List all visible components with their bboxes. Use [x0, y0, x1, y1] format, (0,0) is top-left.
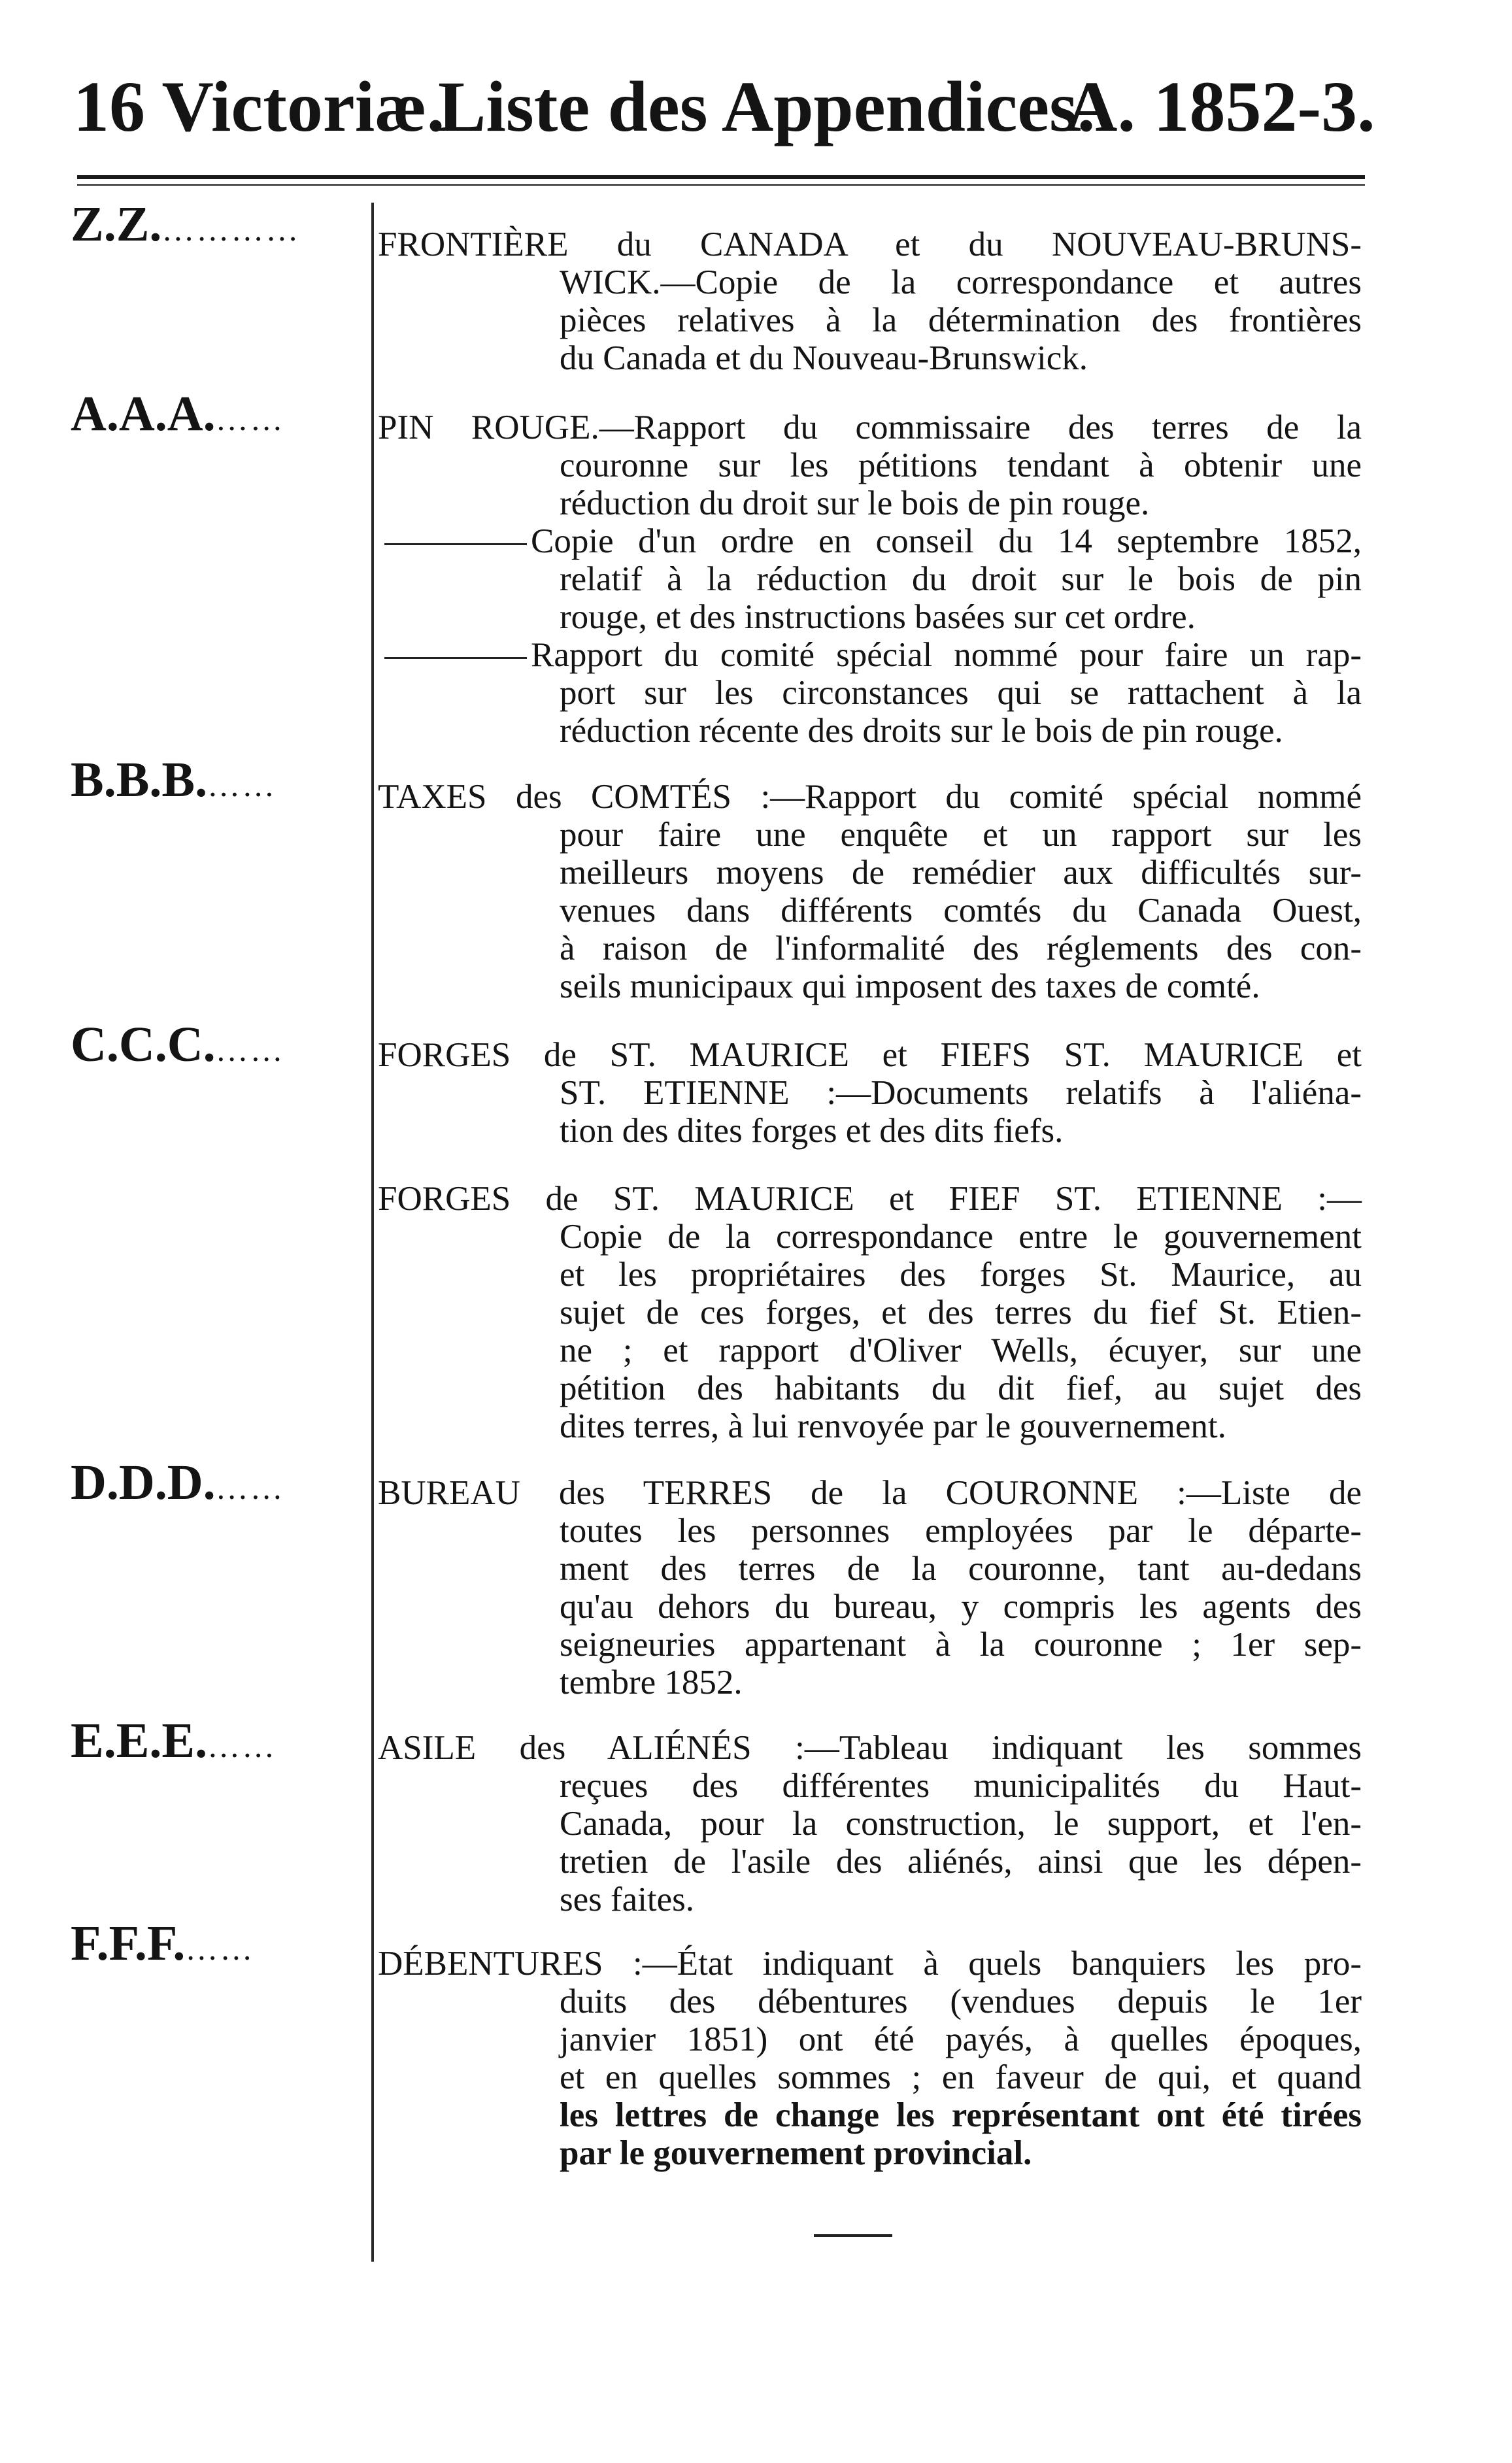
- entry-line: rouge, et des instructions basées sur cet ordre.: [560, 598, 1196, 636]
- entry-subline: Rapport du comité spécial nommé pour faire un rap-: [378, 636, 1362, 674]
- ditto-dash: [384, 543, 527, 545]
- entry-line: ne ; et rapport d'Oliver Wells, écuyer, sur une: [560, 1332, 1362, 1369]
- entry-line: FORGES de ST. MAURICE et FIEFS ST. MAURICE et: [378, 1036, 1362, 1074]
- entry-line: Copie de la correspondance entre le gouvernement: [560, 1218, 1362, 1256]
- entry-line: venues dans différents comtés du Canada Ouest,: [560, 892, 1362, 930]
- entry-line: réduction du droit sur le bois de pin rouge.: [560, 484, 1150, 522]
- entry-line: FRONTIÈRE du CANADA et du NOUVEAU-BRUNS-: [378, 226, 1362, 263]
- appendix-entry-ccc: [378, 1036, 1362, 1150]
- entry-line: meilleurs moyens de remédier aux difficultés sur-: [560, 854, 1362, 892]
- entry-line: tion des dites forges et des dits fiefs.: [560, 1112, 1064, 1150]
- entry-line: FORGES de ST. MAURICE et FIEF ST. ETIENNE :—: [378, 1180, 1362, 1218]
- entry-line: ASILE des ALIÉNÉS :—Tableau indiquant les sommes: [378, 1729, 1362, 1767]
- entry-line: et les propriétaires des forges St. Maurice, au: [560, 1256, 1362, 1294]
- entry-line: DÉBENTURES :—État indiquant à quels banquiers les pro-: [378, 1945, 1362, 1983]
- entry-line: TAXES des COMTÉS :—Rapport du comité spécial nommé: [378, 778, 1362, 816]
- header-session: A. 1852-3.: [1066, 67, 1375, 146]
- entry-line: relatif à la réduction du droit sur le bois de pin: [560, 560, 1362, 598]
- entry-subline: Copie d'un ordre en conseil du 14 septembre 1852,: [378, 522, 1362, 560]
- entry-line: couronne sur les pétitions tendant à obtenir une: [560, 446, 1362, 484]
- entry-line: toutes les personnes employées par le départe-: [560, 1512, 1362, 1550]
- entry-line: reçues des différentes municipalités du Haut-: [560, 1767, 1362, 1805]
- entry-line: ment des terres de la couronne, tant au-dedans: [560, 1550, 1362, 1588]
- appendix-marker-ddd: D.D.D.……: [71, 1455, 285, 1510]
- appendix-marker-zz: Z.Z.…………: [71, 197, 301, 252]
- entry-line: et en quelles sommes ; en faveur de qui, et quand: [560, 2058, 1362, 2096]
- header-rule-thin: [77, 184, 1365, 186]
- header-title: Liste des Appendices.: [438, 67, 1096, 146]
- appendix-marker-aaa: A.A.A.……: [71, 386, 285, 441]
- appendix-entry-zz: [378, 226, 1362, 377]
- appendix-marker-bbb: B.B.B.……: [71, 752, 277, 807]
- appendix-marker-eee: E.E.E.……: [71, 1713, 277, 1768]
- header-regnal-year: 16 Victoriæ.: [73, 67, 445, 146]
- entry-line: seils municipaux qui imposent des taxes de comté.: [560, 967, 1260, 1005]
- appendix-entry-bbb: [378, 778, 1362, 1005]
- appendix-entry-fff: [378, 1945, 1362, 2172]
- appendix-entry-ccc-continued: [378, 1180, 1362, 1445]
- entry-line: tembre 1852.: [560, 1664, 743, 1701]
- entry-line: pour faire une enquête et un rapport sur les: [560, 816, 1362, 854]
- appendix-marker-ccc: C.C.C.……: [71, 1017, 285, 1072]
- end-rule: [814, 2234, 892, 2237]
- appendix-entry-eee: [378, 1729, 1362, 1918]
- entry-line: du Canada et du Nouveau-Brunswick.: [560, 339, 1088, 377]
- entry-line: seigneuries appartenant à la couronne ; 1er sep-: [560, 1626, 1362, 1664]
- entry-line: WICK.—Copie de la correspondance et autres: [560, 263, 1362, 301]
- entry-line: qu'au dehors du bureau, y compris les agents des: [560, 1588, 1362, 1626]
- entry-line: à raison de l'informalité des réglements des con-: [560, 930, 1362, 967]
- entry-line: port sur les circonstances qui se rattachent à la: [560, 674, 1362, 712]
- entry-line: par le gouvernement provincial.: [560, 2134, 1032, 2172]
- column-divider: [371, 203, 374, 2262]
- entry-line: pièces relatives à la détermination des frontières: [560, 301, 1362, 339]
- header-rule-thick: [77, 175, 1365, 179]
- appendix-marker-fff: F.F.F.……: [71, 1916, 255, 1971]
- entry-line: duits des débentures (vendues depuis le 1er: [560, 1983, 1362, 2020]
- entry-line: janvier 1851) ont été payés, à quelles époques,: [560, 2020, 1362, 2058]
- entry-line: tretien de l'asile des aliénés, ainsi que les dépen-: [560, 1843, 1362, 1881]
- entry-line: réduction récente des droits sur le bois de pin rouge.: [560, 712, 1283, 750]
- entry-line: ses faites.: [560, 1881, 695, 1918]
- entry-line: dites terres, à lui renvoyée par le gouvernement.: [560, 1407, 1226, 1445]
- entry-line: BUREAU des TERRES de la COURONNE :—Liste de: [378, 1474, 1362, 1512]
- appendix-entry-ddd: [378, 1474, 1362, 1701]
- entry-line: les lettres de change les représentant ont été tirées: [560, 2096, 1362, 2134]
- appendix-entry-aaa: [378, 409, 1362, 750]
- entry-line: Canada, pour la construction, le support, et l'en-: [560, 1805, 1362, 1843]
- page-header: [0, 0, 1512, 170]
- entry-line: PIN ROUGE.—Rapport du commissaire des terres de la: [378, 409, 1362, 446]
- entry-line: pétition des habitants du dit fief, au sujet des: [560, 1369, 1362, 1407]
- ditto-dash: [384, 657, 527, 659]
- entry-line: sujet de ces forges, et des terres du fief St. Etien-: [560, 1294, 1362, 1332]
- entry-line: ST. ETIENNE :—Documents relatifs à l'aliéna-: [560, 1074, 1362, 1112]
